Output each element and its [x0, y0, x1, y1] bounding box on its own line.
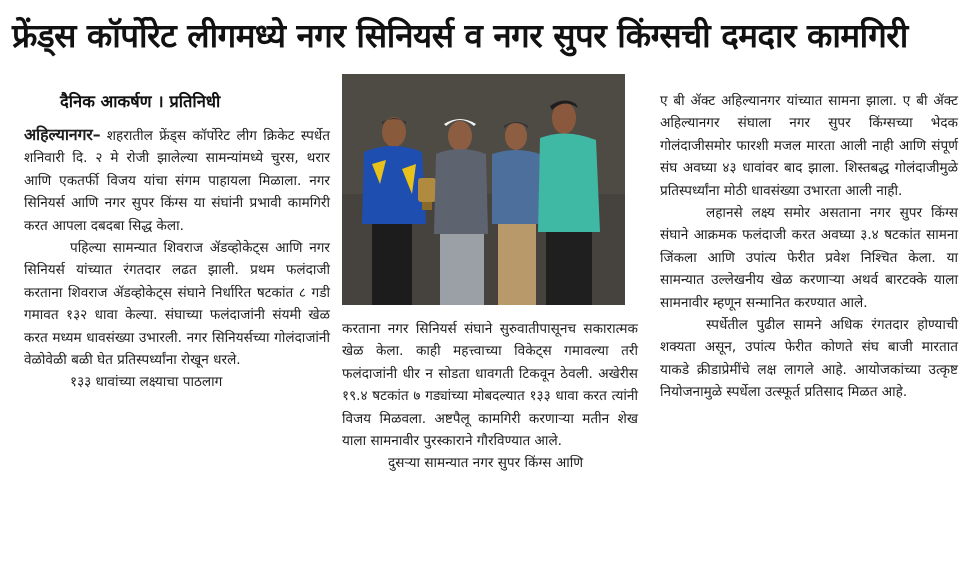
body-paragraph: स्पर्धेतील पुढील सामने अधिक रंगतदार होण्याची शक्यता असून, उपांत्य फेरीत कोणते संघ बाजी मारतात याकडे क्रीडाप्रेमींचे लक्ष लागले आहे. आयोजकांच्या उत्कृष्ट नियोजनामुळे स्पर्धेला उत्स्फूर्त प्रतिसाद मिळत आहे. — [660, 317, 958, 401]
article-column-3 — [660, 90, 958, 560]
group-photo-image — [342, 74, 625, 305]
article-column-2 — [342, 318, 638, 558]
body-paragraph: करताना नगर सिनियर्स संघाने सुरुवातीपासूनच सकारात्मक खेळ केला. काही महत्त्वाच्या विकेट्स गमावल्या तरी फलंदाजांनी धीर न सोडता धावगती टिकवून ठेवली. अखेरीस १९.४ षटकांत ७ गड्यांच्या मोबदल्यात १३३ धावा करत त्यांनी विजय मिळवला. अष्टपैलू कामगिरी करणाऱ्या मतीन शेख याला सामनावीर पुरस्काराने गौरविण्यात आले. — [342, 321, 638, 450]
intro-paragraph — [24, 124, 330, 237]
body-paragraph: पहिल्या सामन्यात शिवराज ॲडव्होकेट्स आणि नगर सिनियर्स यांच्यात रंगतदार लढत झाली. प्रथम फलंदाजी करताना शिवराज ॲडव्होकेट्स संघाने निर्धारित षटकांत ८ गडी गमावत १३२ धावा केल्या. संघाच्या फलंदाजांनी संयमी खेळ करत मध्यम धावसंख्या उभारली. नगर सिनियर्सच्या गोलंदाजांनी वेळोवेळी बळी घेत प्रतिस्पर्ध्यांना रोखून धरले. — [24, 240, 330, 369]
body-paragraph: १३३ धावांच्या लक्ष्याचा पाठलाग — [70, 374, 223, 391]
headline: फ्रेंड्स कॉर्पोरेट लीगमध्ये नगर सिनियर्स व नगर सुपर किंग्सची दमदार कामगिरी — [12, 16, 908, 55]
article-column-1 — [24, 124, 330, 554]
byline: दैनिक आकर्षण । प्रतिनिधी — [60, 92, 221, 111]
intro-text: शहरातील फ्रेंड्स कॉर्पोरेट लीग क्रिकेट स्पर्धेत शनिवारी दि. २ मे रोजी झालेल्या सामन्यांमध्ये चुरस, थरार आणि एकतर्फी विजय यांचा संगम पाहायला मिळाला. नगर सिनियर्स आणि नगर सुपर किंग्स या संघांनी प्रभावी कामगिरी करत आपला दबदबा सिद्ध केला. — [24, 128, 330, 234]
body-paragraph: दुसऱ्या सामन्यात नगर सुपर किंग्स आणि — [388, 455, 584, 472]
body-paragraph: लहानसे लक्ष्य समोर असताना नगर सुपर किंग्स संघाने आक्रमक फलंदाजी करत अवघ्या ३.४ षटकांत सामना जिंकला आणि उपांत्य फेरीत प्रवेश निश्चित केला. या सामन्यात उल्लेखनीय खेळ करणाऱ्या अथर्व बारटक्के याला सामनावीर म्हणून सन्मानित करण्यात आले. — [660, 205, 958, 311]
dateline: अहिल्यानगर– — [24, 125, 101, 144]
news-photo — [342, 74, 625, 305]
body-paragraph: ए बी ॲक्ट अहिल्यानगर यांच्यात सामना झाला. ए बी ॲक्ट अहिल्यानगर संघाला नगर सुपर किंग्सच्या भेदक गोलंदाजीसमोर फारशी मजल मारता आली नाही आणि संपूर्ण संघ अवघ्या ४३ धावांवर बाद झाला. शिस्तबद्ध गोलंदाजीमुळे प्रतिस्पर्ध्यांना मोठी धावसंख्या उभारता आली नाही. — [660, 93, 958, 199]
